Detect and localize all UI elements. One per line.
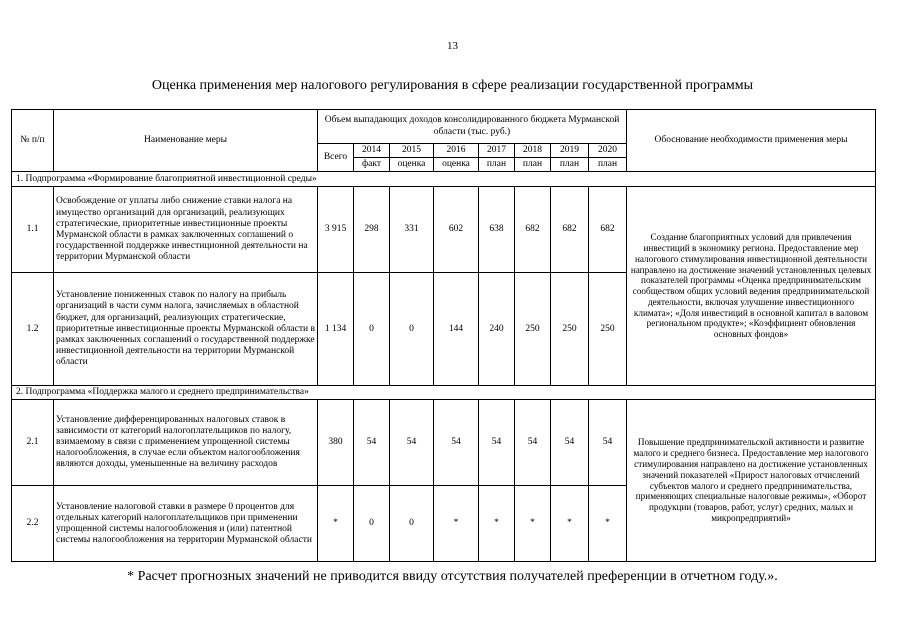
- year-value: 602: [434, 187, 479, 273]
- header-year: 2015: [390, 144, 434, 158]
- year-value: 682: [589, 187, 627, 273]
- year-value: 0: [390, 273, 434, 386]
- page-number: 13: [447, 40, 458, 52]
- year-value: 250: [551, 273, 589, 386]
- header-status: план: [479, 158, 515, 172]
- year-value: 638: [479, 187, 515, 273]
- year-value: 54: [354, 400, 390, 486]
- year-value: 250: [515, 273, 551, 386]
- year-value: 682: [515, 187, 551, 273]
- header-year: 2020: [589, 144, 627, 158]
- year-value: 144: [434, 273, 479, 386]
- header-budget-volume: Объем выпадающих доходов консолидированного бюджета Мурманской области (тыс. руб.): [318, 110, 627, 144]
- year-value: 250: [589, 273, 627, 386]
- year-value: 54: [589, 400, 627, 486]
- year-value: *: [434, 486, 479, 562]
- header-status: план: [589, 158, 627, 172]
- header-status: план: [515, 158, 551, 172]
- row-number: 2.1: [12, 400, 54, 486]
- year-value: 54: [551, 400, 589, 486]
- total-value: 3 915: [318, 187, 354, 273]
- section-row: [12, 172, 876, 187]
- year-value: 0: [354, 486, 390, 562]
- header-measure-name: Наименование меры: [54, 110, 318, 172]
- measure-name: Установление дифференцированных налоговых ставок в зависимости от категорий налогоплательщиков по налогу, взимаемому в связи с применением упрощенной системы налогообложения, в случае если объектом налогообложения являются доходы, уменьшенные на величину расходов: [54, 400, 318, 486]
- total-value: *: [318, 486, 354, 562]
- header-number: № п/п: [12, 110, 54, 172]
- justification-text: Повышение предпринимательской активности и развитие малого и среднего бизнеса. Предоставление мер налогового стимулирования направлено на достижение установленных значений показателей «Прирост налоговых отчислений субъектов малого и среднего предпринимательства, применяющих специальные налоговые режимы», «Оборот продукции (товаров, работ, услуг) средних, малых и микропредприятий»: [627, 400, 876, 562]
- year-value: 54: [390, 400, 434, 486]
- year-value: 682: [551, 187, 589, 273]
- year-value: 240: [479, 273, 515, 386]
- row-number: 1.2: [12, 273, 54, 386]
- measure-name: Установление пониженных ставок по налогу на прибыль организаций в части сумм налога, зачисляемых в областной бюджет, для организаций, реализующих стратегические, приоритетные инвестиционные проекты Мурманской области в рамках заключенных соглашений о государственной поддержке инвестиционной деятельности на территории Мурманской области: [54, 273, 318, 386]
- year-value: *: [515, 486, 551, 562]
- header-justification: Обоснование необходимости применения меры: [627, 110, 876, 172]
- section-title: 2. Подпрограмма «Поддержка малого и среднего предпринимательства»: [12, 386, 876, 400]
- section-title: 1. Подпрограмма «Формирование благоприятной инвестиционной среды»: [12, 172, 876, 187]
- measure-name: Установление налоговой ставки в размере 0 процентов для отдельных категорий налогоплательщиков при применении упрощенной системы налогообложения и (или) патентной системы налогообложения на территории Мурманской области: [54, 486, 318, 562]
- header-year: 2017: [479, 144, 515, 158]
- year-value: 0: [354, 273, 390, 386]
- year-value: 54: [479, 400, 515, 486]
- section-row: [12, 386, 876, 400]
- document-title: Оценка применения мер налогового регулирования в сфере реализации государственной программы: [151, 78, 754, 93]
- year-value: 298: [354, 187, 390, 273]
- row-number: 2.2: [12, 486, 54, 562]
- year-value: *: [551, 486, 589, 562]
- tax-measures-table: [11, 109, 876, 562]
- year-value: 54: [434, 400, 479, 486]
- measure-name: Освобождение от уплаты либо снижение ставки налога на имущество организаций для организаций, реализующих стратегические, приоритетные инвестиционные проекты Мурманской области в рамках заключенных соглашений о государственной поддержке инвестиционной деятельности на территории Мурманской области: [54, 187, 318, 273]
- row-number: 1.1: [12, 187, 54, 273]
- header-status: оценка: [434, 158, 479, 172]
- footnote: * Расчет прогнозных значений не приводится ввиду отсутствия получателей преференции в отчетном году.».: [127, 569, 778, 584]
- header-year: 2016: [434, 144, 479, 158]
- header-status: факт: [354, 158, 390, 172]
- table-row: [12, 187, 876, 273]
- justification-text: Создание благоприятных условий для привлечения инвестиций в экономику региона. Предоставление мер налогового стимулирования инвестиционной деятельности направлено на достижение значений установленных целевых показателей программы «Оценка предпринимательским сообществом общих условий ведения предпринимательской деятельности, включая улучшение инвестиционного климата»; «Доля инвестиций в основной капитал в валовом региональном продукте»; «Коэффициент обновления основных фондов»: [627, 187, 876, 386]
- year-value: 331: [390, 187, 434, 273]
- header-total: Всего: [318, 144, 354, 172]
- year-value: *: [479, 486, 515, 562]
- total-value: 1 134: [318, 273, 354, 386]
- table-row: [12, 400, 876, 486]
- year-value: 0: [390, 486, 434, 562]
- header-year: 2014: [354, 144, 390, 158]
- header-year: 2018: [515, 144, 551, 158]
- year-value: *: [589, 486, 627, 562]
- header-status: план: [551, 158, 589, 172]
- header-year: 2019: [551, 144, 589, 158]
- year-value: 54: [515, 400, 551, 486]
- header-status: оценка: [390, 158, 434, 172]
- total-value: 380: [318, 400, 354, 486]
